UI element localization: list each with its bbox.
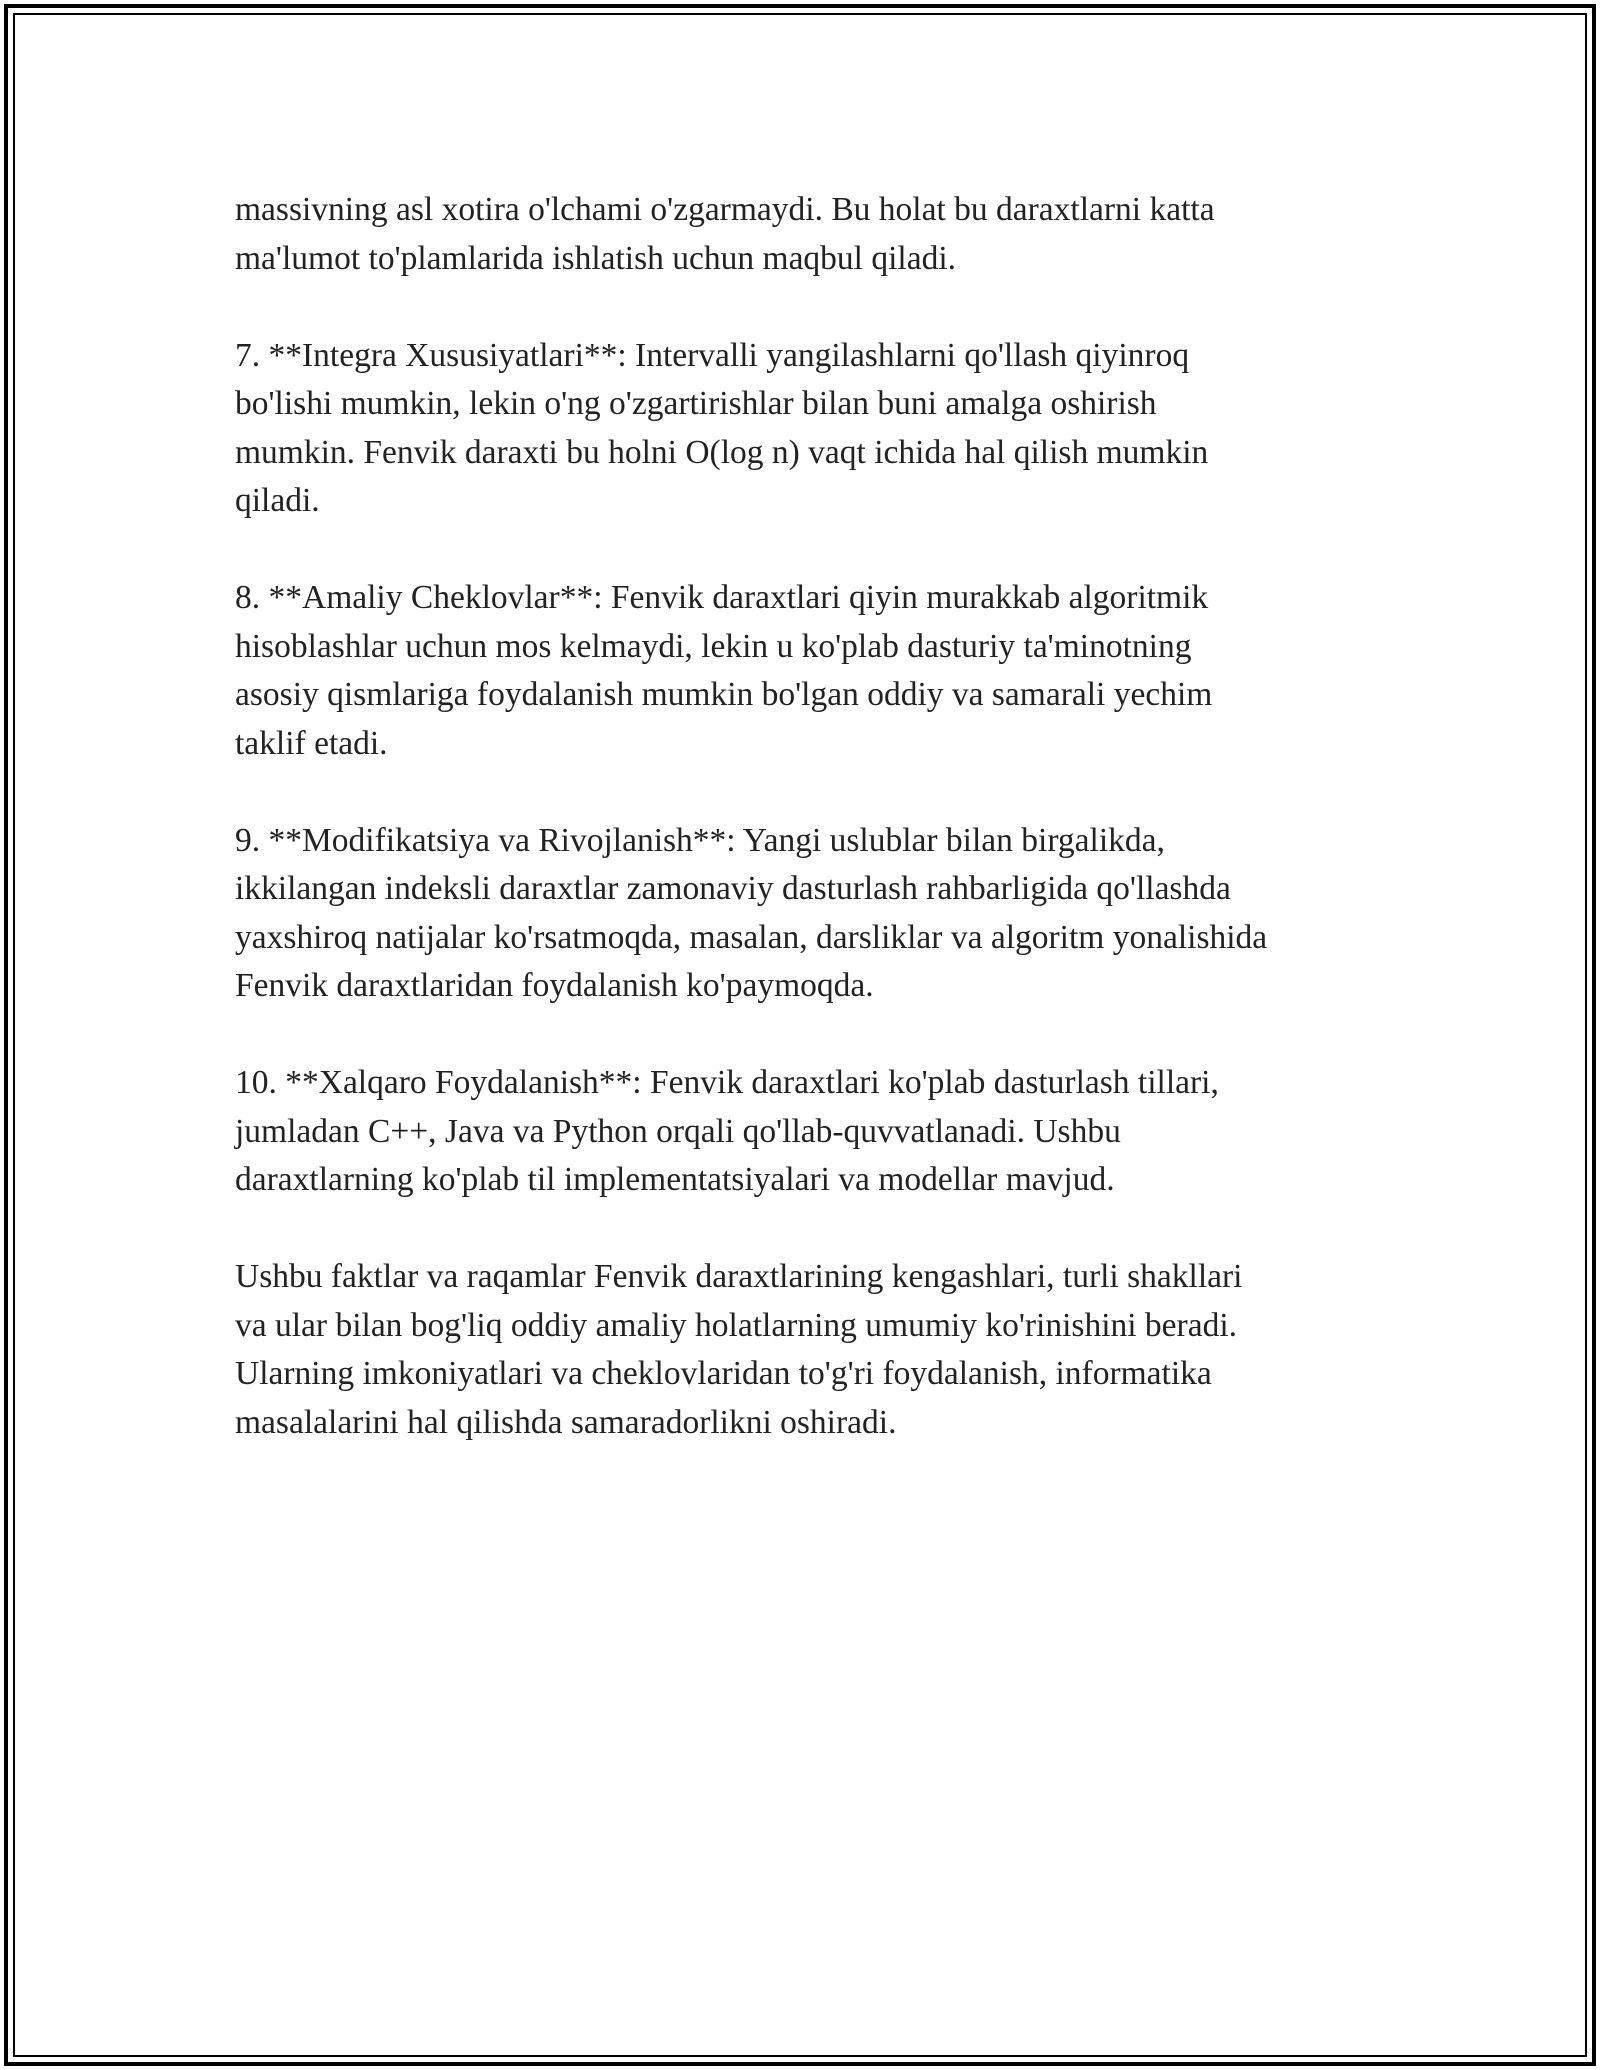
paragraph-continuation: massivning asl xotira o'lchami o'zgarmaydi. Bu holat bu daraxtlarni katta ma'lumot to'plamlarida ishlatish uchun maqbul qiladi. (235, 191, 1215, 277)
conclusion-paragraph: Ushbu faktlar va raqamlar Fenvik daraxtlarining kengashlari, turli shakllari va ular bilan bog'liq oddiy amaliy holatlarning umumiy ko'rinishini beradi. Ularning imkoniyatlari va cheklovlaridan to'g'ri foydalanish, informatika masalalarini hal qilishda samaradorlikni oshiradi. (235, 1258, 1243, 1441)
list-item-7: 7. **Integra Xususiyatlari**: Intervalli yangilashlarni qo'llash qiyinroq bo'lishi mumkin, lekin o'ng o'zgartirishlar bilan buni amalga oshirish mumkin. Fenvik daraxti bu holni O(log n) vaqt ichida hal qilish mumkin qiladi. (235, 336, 1209, 519)
list-item-10: 10. **Xalqaro Foydalanish**: Fenvik daraxtlari ko'plab dasturlash tillari, jumladan C++, Java va Python orqali qo'llab-quvvatlanadi. Ushbu daraxtlarning ko'plab til implementatsiyalari va modellar mavjud. (235, 1064, 1219, 1198)
list-item-8: 8. **Amaliy Cheklovlar**: Fenvik daraxtlari qiyin murakkab algoritmik hisoblashlar uchun mos kelmaydi, lekin u ko'plab dasturiy ta'minotning asosiy qismlariga foydalanish mumkin bo'lgan oddiy va samarali yechim taklif etadi. (235, 579, 1213, 762)
document-body (235, 186, 1375, 1496)
list-item-9: 9. **Modifikatsiya va Rivojlanish**: Yangi uslublar bilan birgalikda, ikkilangan indeksli daraxtlar zamonaviy dasturlash rahbarligida qo'llashda yaxshiroq natijalar ko'rsatmoqda, masalan, darsliklar va algoritm yonalishida Fenvik daraxtlaridan foydalanish ko'paymoqda. (235, 821, 1268, 1004)
